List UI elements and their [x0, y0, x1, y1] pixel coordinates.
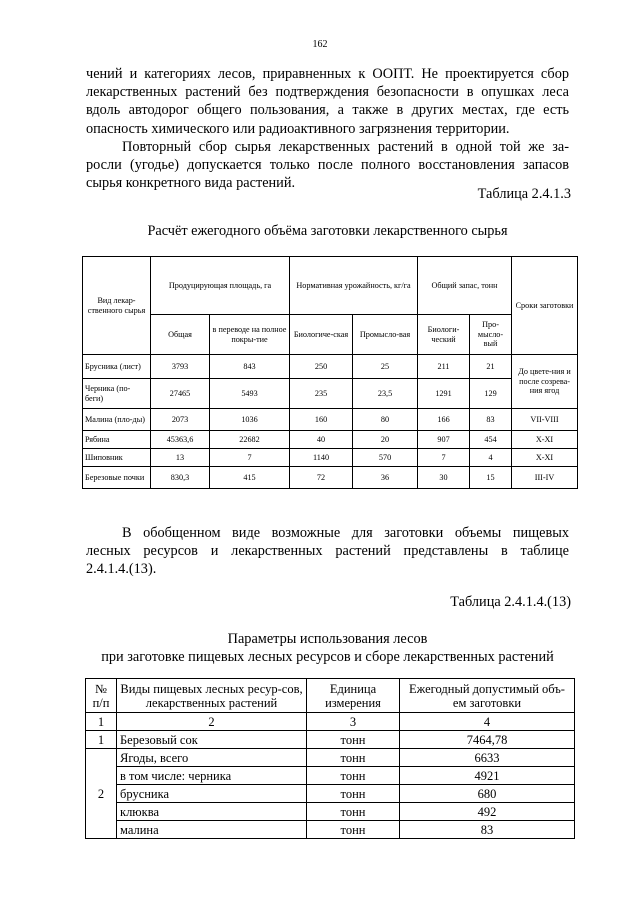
table-row: Черника (по-беги) 27465 5493 235 23,5 1291 129: [83, 379, 578, 409]
table-row: 1 Березовый сок тонн 7464,78: [86, 731, 575, 749]
header-terms: Сроки заготовки: [512, 257, 578, 355]
header-yield-ind: Промысло-вая: [353, 315, 418, 355]
table-row: Малина (пло-ды) 2073 1036 160 80 166 83 VII-VIII: [83, 409, 578, 431]
header-stock: Общий запас, тонн: [418, 257, 512, 315]
text-line: опасность химического или радиоактивного загрязнения территории.: [86, 120, 510, 137]
table-row: малина тонн 83: [86, 821, 575, 839]
page-number: 162: [312, 39, 328, 50]
merged-term-cell: До цвете-ния и после созрева-ния ягод: [512, 355, 578, 409]
table-row: 2 Ягоды, всего тонн 6633: [86, 749, 575, 767]
header-kind: Виды пищевых лесных ресур-сов, лекарственных растений: [117, 679, 307, 713]
text-line-indented: В обобщенном виде возможные для заготовки объемы пищевых: [122, 525, 569, 541]
text-line: лесных ресурсов и лекарственных растений представлены в таблице: [86, 543, 569, 560]
table-row: брусника тонн 680: [86, 785, 575, 803]
text-line: сырья конкретного вида растений.: [86, 175, 296, 192]
header-stock-ind: Про-мысло-вый: [470, 315, 512, 355]
text-line: росли (угодье) допускается только после полного восстановления запасов: [86, 157, 569, 174]
table-row: Шиповник 13 7 1140 570 7 4 X-XI: [83, 449, 578, 467]
header-area-full: в переводе на полное покры-тие: [210, 315, 290, 355]
table-row: Березовые почки 830,3 415 72 36 30 15 III-IV: [83, 467, 578, 489]
forest-use-table: [85, 678, 575, 839]
paragraph-2: [86, 524, 569, 579]
table2-label: Таблица 2.4.1.4.(13): [450, 594, 571, 610]
header-species: Вид лекар-ственного сырья: [83, 257, 151, 355]
group-num-cell: 2: [86, 749, 117, 839]
text-line: чений и категориях лесов, приравненных к ООПТ. Не проектируется сбор: [86, 66, 569, 82]
table-row: в том числе: черника тонн 4921: [86, 767, 575, 785]
header-num: № п/п: [86, 679, 117, 713]
table-row: Рябина 45363,6 22682 40 20 907 454 X-XI: [83, 431, 578, 449]
table1-label: Таблица 2.4.1.3: [477, 186, 571, 202]
header-yield-bio: Биологиче-ская: [290, 315, 353, 355]
harvest-calc-table: [82, 256, 578, 489]
table2-title-line1: Параметры использования лесов: [227, 631, 428, 647]
header-unit: Единица измерения: [307, 679, 400, 713]
header-area: Продуцирующая площадь, га: [151, 257, 290, 315]
header-stock-bio: Биологи-ческий: [418, 315, 470, 355]
header-yield: Нормативная урожайность, кг/га: [290, 257, 418, 315]
table-row: клюква тонн 492: [86, 803, 575, 821]
text-line: 2.4.1.4.(13).: [86, 561, 157, 578]
table2-title-line2: при заготовке пищевых лесных ресурсов и сборе лекарственных растений: [101, 649, 554, 665]
text-line: лекарственных растений без подтверждения безопасности в опушках леса: [86, 84, 569, 101]
header-volume: Ежегодный допустимый объ-ем заготовки: [400, 679, 575, 713]
paragraph-1: [86, 65, 569, 192]
table-row: Брусника (лист) 3793 843 250 25 211 21 До цвете-ния и после созрева-ния ягод: [83, 355, 578, 379]
table1-title: Расчёт ежегодного объёма заготовки лекарственного сырья: [147, 223, 508, 239]
header-area-total: Общая: [151, 315, 210, 355]
text-line: вдоль автодорог общего пользования, а также в других местах, где есть: [86, 102, 569, 119]
text-line-indented: Повторный сбор сырья лекарственных растений в одной той же за-: [122, 138, 569, 155]
index-row: 1 2 3 4: [86, 713, 575, 731]
